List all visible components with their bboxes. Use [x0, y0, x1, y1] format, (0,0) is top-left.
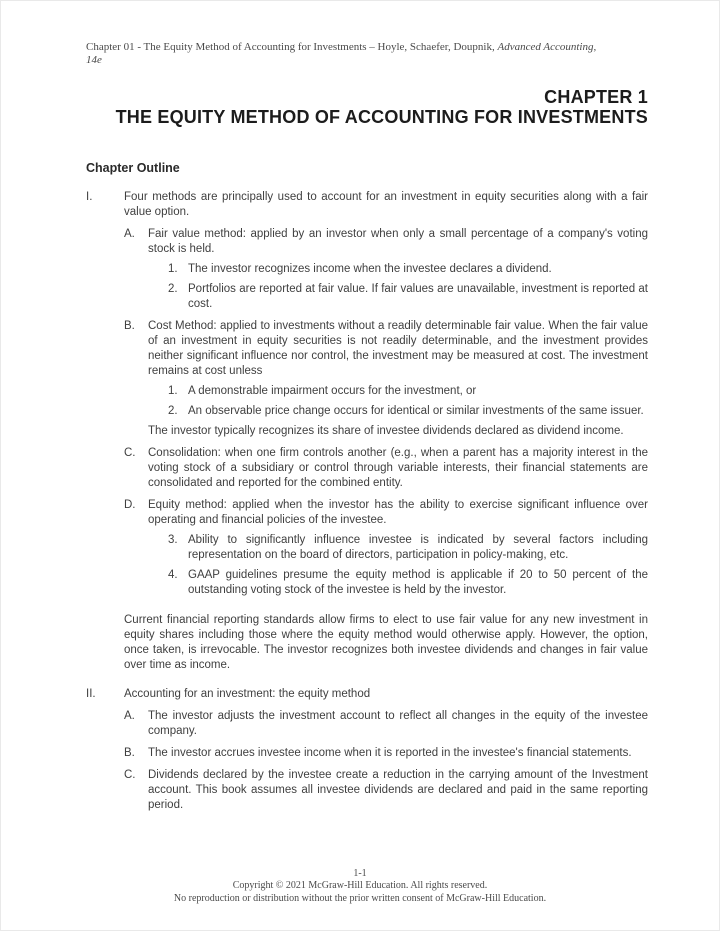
outline-item-text: Consolidation: when one firm controls another (e.g., when a parent has a majority interest in the voting stock of a subsidiary or control through variable interests, their financial statements are consolidated and reported for the combined entity. — [148, 447, 648, 489]
outline-item-text: Dividends declared by the investee create a reduction in the carrying amount of the Investment account. This book assumes all investee dividends are declared and paid in the same reporting period. — [148, 769, 648, 811]
outline-subitem-marker: 3. — [168, 534, 178, 546]
outline-paragraph — [86, 613, 648, 673]
outline-section-text: Four methods are principally used to account for an investment in equity securities along with a fair value option. — [124, 191, 648, 218]
page-footer — [1, 868, 719, 906]
outline-section — [86, 190, 648, 220]
outline-note — [86, 424, 648, 439]
chapter-name-heading: THE EQUITY METHOD OF ACCOUNTING FOR INVESTMENTS — [115, 106, 648, 127]
outline-item — [86, 709, 648, 739]
outline-item — [86, 446, 648, 491]
outline-item-text: The investor accrues investee income when it is reported in the investee's financial statements. — [148, 747, 632, 759]
outline-section-marker: I. — [86, 191, 93, 203]
outline-item-marker: A. — [124, 710, 135, 722]
running-header-edition: 14e — [86, 54, 102, 66]
outline-subitem-marker: 1. — [168, 263, 178, 275]
outline-subitem-marker: 2. — [168, 283, 178, 295]
outline-item — [86, 746, 648, 761]
outline-item — [86, 498, 648, 528]
outline-item-text: Equity method: applied when the investor has the ability to exercise significant influence over operating and financial policies of the investee. — [148, 499, 648, 526]
page-number: 1-1 — [353, 867, 367, 879]
outline-heading: Chapter Outline — [86, 161, 180, 175]
outline-item-text: Fair value method: applied by an investor when only a small percentage of a company's voting stock is held. — [148, 228, 648, 255]
outline-subitem-marker: 1. — [168, 385, 178, 397]
outline-item — [86, 319, 648, 379]
outline-subitem-marker: 4. — [168, 569, 178, 581]
outline-note-text: The investor typically recognizes its share of investee dividends declared as dividend income. — [148, 425, 624, 437]
outline-item-marker: B. — [124, 320, 135, 332]
outline-item-marker: A. — [124, 228, 135, 240]
outline-subitem-text: An observable price change occurs for identical or similar investments of the same issuer. — [188, 405, 644, 417]
outline-section-marker: II. — [86, 688, 96, 700]
outline-subitem — [86, 533, 648, 563]
permission-line: No reproduction or distribution without the prior written consent of McGraw-Hill Education. — [173, 892, 547, 904]
outline-item-marker: B. — [124, 747, 135, 759]
outline-subitem — [86, 568, 648, 598]
chapter-outline — [86, 190, 648, 813]
outline-subitem — [86, 262, 648, 277]
outline-item — [86, 227, 648, 257]
outline-subitem-text: GAAP guidelines presume the equity method is applicable if 20 to 50 percent of the outstanding voting stock of the investee is held by the investor. — [188, 569, 648, 596]
outline-section — [86, 687, 648, 702]
chapter-title-block — [86, 88, 648, 127]
outline-item-marker: C. — [124, 769, 136, 781]
outline-paragraph-text: Current financial reporting standards allow firms to elect to use fair value for any new investment in equity shares including those where the equity method would otherwise apply. However, the option, once taken, is irrevocable. The investor recognizes both investee dividends and changes in fair value over time as income. — [124, 614, 648, 671]
outline-subitem — [86, 384, 648, 399]
outline-item-text: Cost Method: applied to investments without a readily determinable fair value. When the fair value of an investment in equity securities is not readily determinable, and the investment provides neither significant influence nor control, the investment may be measured at cost. The investment remains at cost unless — [148, 320, 648, 377]
outline-subitem-text: A demonstrable impairment occurs for the investment, or — [188, 385, 477, 397]
running-header-book-title: Advanced Accounting, — [497, 41, 597, 53]
running-header-text: Chapter 01 - The Equity Method of Accounting for Investments – Hoyle, Schaefer, Doupnik, — [86, 41, 498, 53]
page-content — [86, 41, 648, 813]
outline-subitem-text: The investor recognizes income when the investee declares a dividend. — [188, 263, 552, 275]
outline-subitem-text: Portfolios are reported at fair value. If fair values are unavailable, investment is reported at cost. — [188, 283, 648, 310]
outline-item-marker: D. — [124, 499, 136, 511]
outline-subitem-marker: 2. — [168, 405, 178, 417]
outline-item-text: The investor adjusts the investment account to reflect all changes in the equity of the investee company. — [148, 710, 648, 737]
outline-item — [86, 768, 648, 813]
outline-subitem-text: Ability to significantly influence investee is indicated by several factors including representation on the board of directors, participation in policy-making, etc. — [188, 534, 648, 561]
outline-section-text: Accounting for an investment: the equity method — [124, 688, 371, 700]
outline-subitem — [86, 282, 648, 312]
copyright-line: Copyright © 2021 McGraw-Hill Education. All rights reserved. — [232, 880, 488, 891]
outline-item-marker: C. — [124, 447, 136, 459]
chapter-number-heading: CHAPTER 1 — [544, 87, 648, 107]
running-header — [86, 41, 648, 67]
outline-subitem — [86, 404, 648, 419]
